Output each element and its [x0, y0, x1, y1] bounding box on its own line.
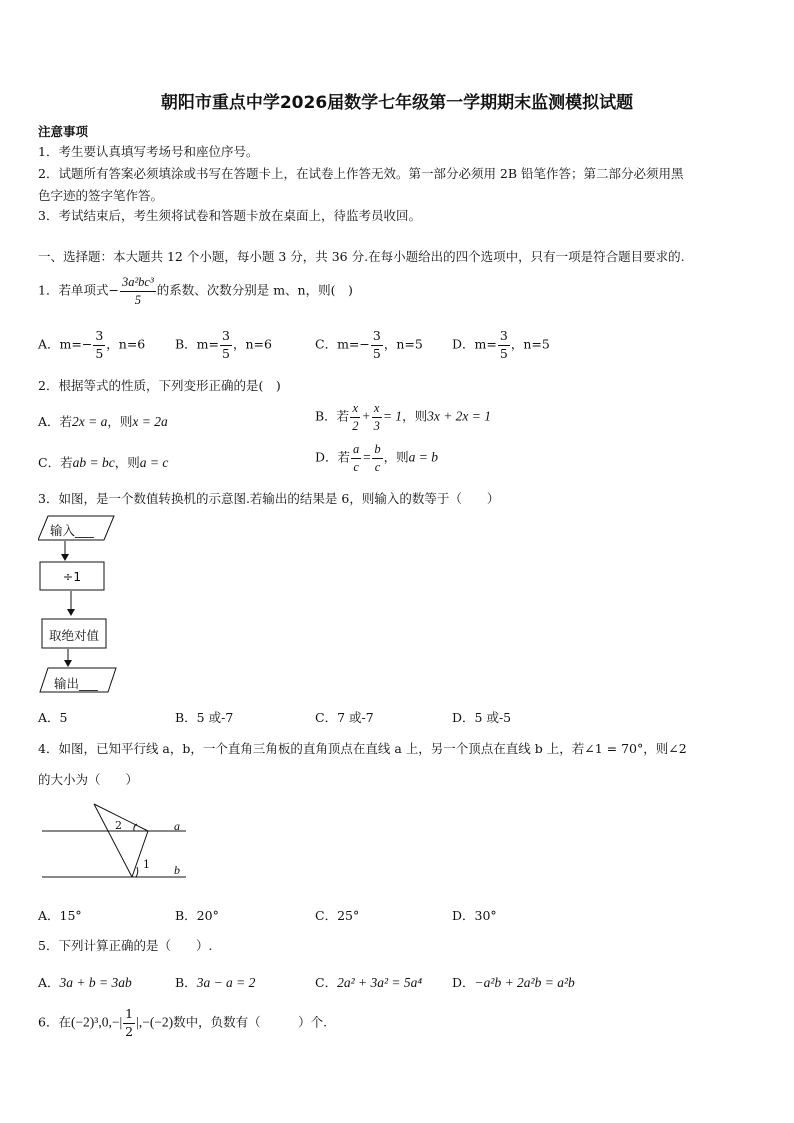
flowchart-arrowhead	[67, 609, 75, 616]
angle-1-arc	[136, 867, 138, 877]
section-heading: 一、选择题：本大题共 12 个小题，每小题 3 分，共 36 分.在每小题给出的四个选项中，只有一项是符合题目要求的.	[38, 249, 685, 264]
flowchart-input-label: 输入___	[50, 523, 94, 538]
q1-suffix: 的系数、次数分别是 m、n，则( )	[156, 282, 353, 298]
flowchart-step2-label: 取绝对值	[48, 628, 99, 643]
flowchart-diagram	[38, 514, 128, 696]
notice-item: 3．考试结束后，考生须将试卷和答题卡放在桌面上，待监考员收回。	[38, 208, 421, 223]
q1-option-b: B．m= $\frac{3}{5}$ ，n=6	[175, 328, 272, 361]
q4-option-a: A．15°	[38, 908, 82, 923]
notice-item: 色字迹的签字笔作答。	[38, 188, 164, 203]
q1-option-d: D．m= $\frac{3}{5}$ ，n=5	[452, 328, 550, 361]
question-4-line1: 4．如图，已知平行线 a，b，一个直角三角板的直角顶点在直线 a 上，另一个顶点在直线 b 上，若∠1 = 70°，则∠2	[38, 741, 687, 756]
q3-option-d: D．5 或-5	[452, 710, 512, 725]
q4-option-d: D．30°	[452, 908, 497, 923]
q2-option-b: B．若 $\frac{x}{2}$ + $\frac{x}{3}$ = 1，则3x + 2x = 1	[315, 401, 492, 433]
question-2: 2．根据等式的性质，下列变形正确的是( )	[38, 378, 281, 393]
line-a-label: a	[174, 819, 180, 833]
q5-option-d: D．−a²b + 2a²b = a²b	[452, 975, 575, 990]
question-4-line2: 的大小为（ ）	[38, 772, 139, 787]
question-1	[38, 276, 353, 306]
flowchart-output-label: 输出___	[54, 676, 98, 691]
flowchart-arrowhead	[61, 554, 69, 561]
notice-heading: 注意事项	[38, 124, 89, 139]
q1-option-c: C．m=− $\frac{3}{5}$ ，n=5	[315, 328, 423, 361]
q3-option-c: C．7 或-7	[315, 710, 374, 725]
angle-1-label: 1	[143, 858, 150, 871]
flowchart-step1-label: ÷1	[62, 569, 82, 584]
notice-item: 2．试题所有答案必须填涂或书写在答题卡上，在试卷上作答无效。第一部分必须用 2B 铅笔作答；第二部分必须用黑	[38, 166, 684, 181]
q2-option-a: A．若2x = a，则x = 2a	[38, 414, 168, 429]
q1-fraction: $\frac{\text{3a²bc³}}{5}$	[121, 275, 154, 307]
q5-option-c: C．2a² + 3a² = 5a⁴	[315, 975, 423, 990]
q2-option-c: C．若ab = bc，则a = c	[38, 455, 169, 470]
triangle-side	[94, 804, 132, 877]
question-3: 3．如图，是一个数值转换机的示意图.若输出的结果是 6，则输入的数等于（ ）	[38, 491, 500, 506]
q5-option-a: A．3a + b = 3ab	[38, 975, 132, 990]
question-6: 6．在(−2)³,0,−| $\frac{1}{2}$ |,−(−2)数中，负数有（ ）个.	[38, 1006, 328, 1039]
q3-option-a: A．5	[38, 710, 68, 725]
q1-option-a: A．m=− $\frac{3}{5}$ ，n=6	[38, 328, 146, 361]
q5-option-b: B．3a − a = 2	[175, 975, 256, 990]
angle-2-label: 2	[115, 819, 122, 832]
q3-option-b: B．5 或-7	[175, 710, 234, 725]
q2-option-d: D．若 $\frac{a}{c}$ = $\frac{b}{c}$ ，则a = b	[315, 442, 439, 474]
q4-option-c: C．25°	[315, 908, 360, 923]
line-b-label: b	[174, 863, 180, 877]
notice-item: 1．考生要认真填写考场号和座位序号。	[38, 144, 259, 159]
question-5: 5．下列计算正确的是（ ）.	[38, 938, 213, 953]
page-title: 朝阳市重点中学2026届数学七年级第一学期期末监测模拟试题	[160, 93, 634, 113]
flowchart-arrowhead	[64, 660, 72, 667]
q4-option-b: B．20°	[175, 908, 219, 923]
q1-prefix: 1．若单项式−	[38, 282, 119, 298]
